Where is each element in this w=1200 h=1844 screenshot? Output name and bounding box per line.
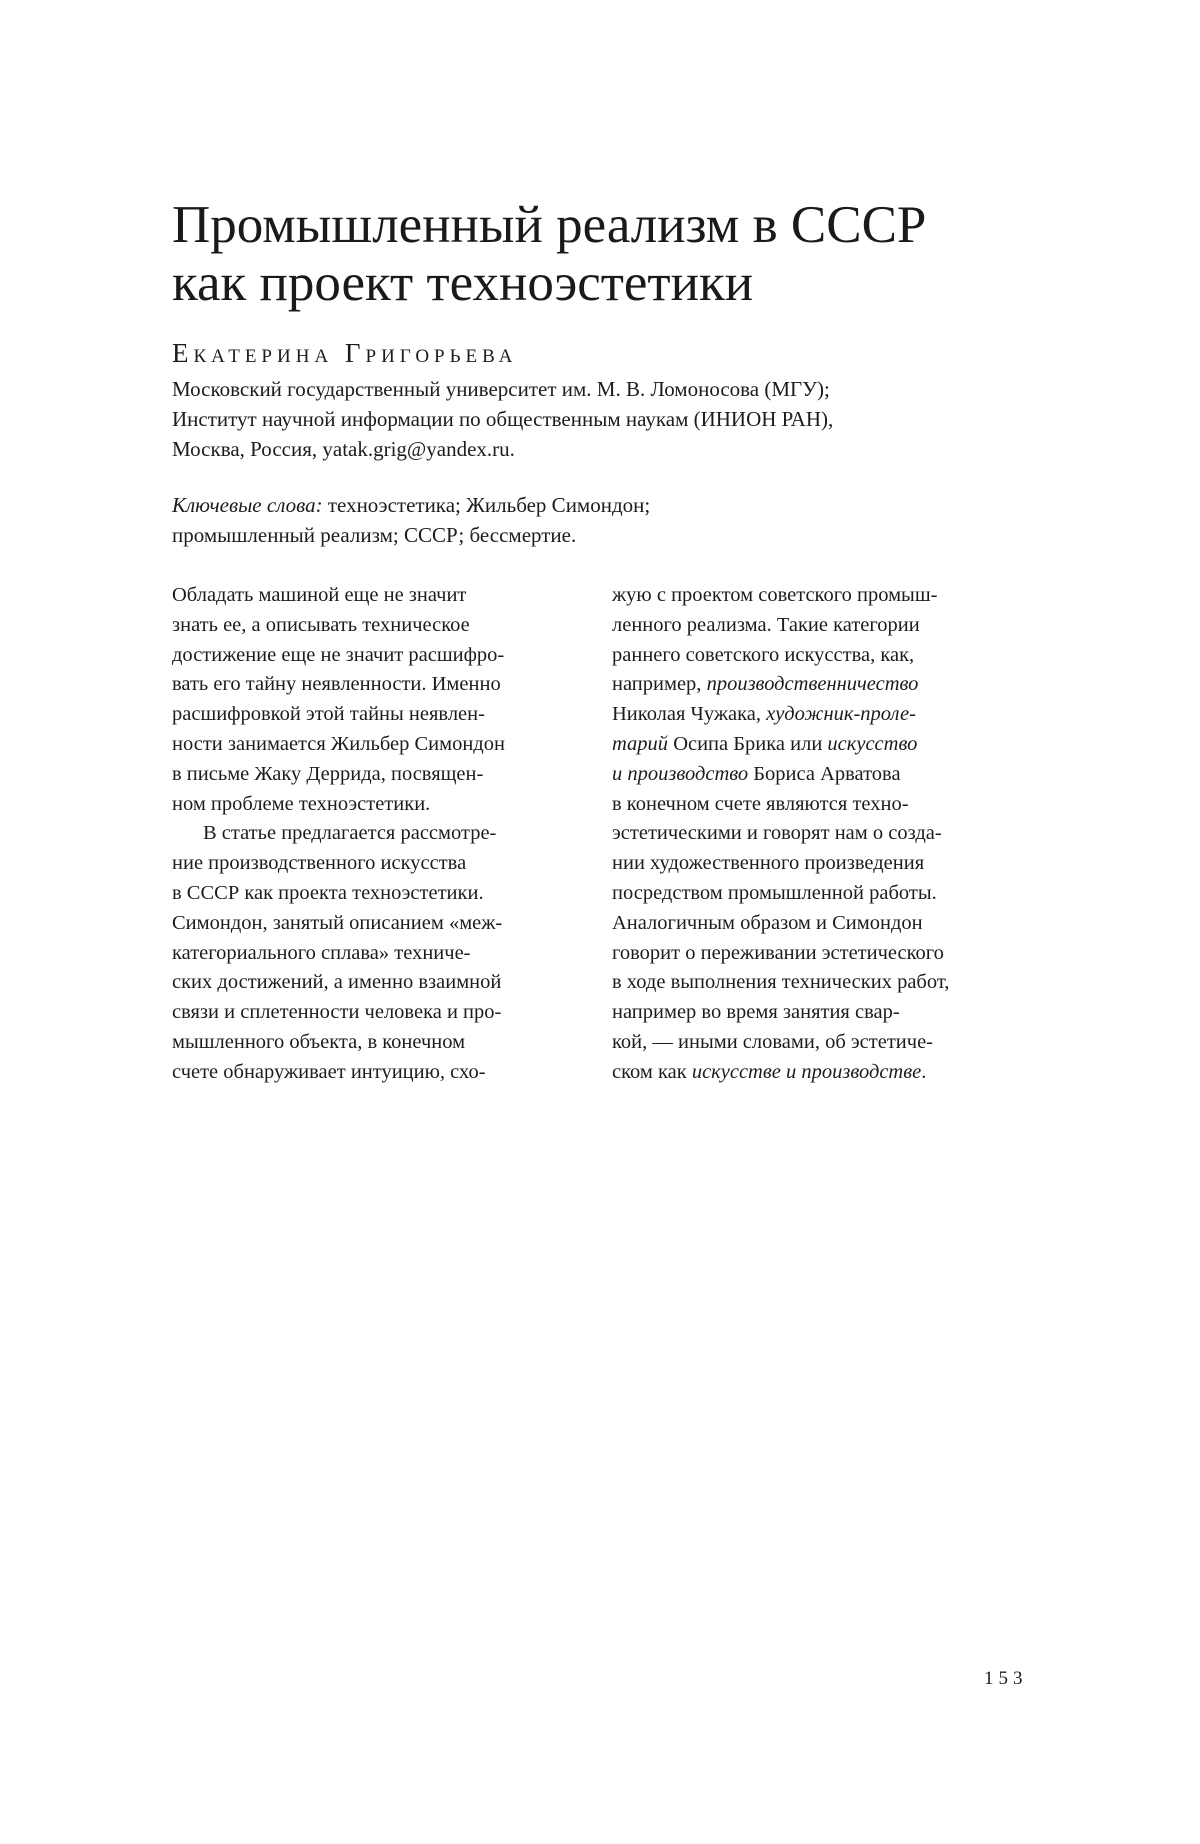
text-line: В статье предлагается рассмотре- — [203, 822, 497, 845]
text-run: Бориса Арватова — [748, 762, 901, 785]
italic-term: искусство — [827, 732, 918, 755]
text-line: в СССР как проекта техноэстетики. — [172, 881, 484, 904]
title-line: как проект техноэстетики — [172, 254, 754, 312]
text-line: ние производственного искусства — [172, 852, 467, 875]
author-name: Екатерина Григорьева — [172, 338, 518, 368]
text-line: ном проблеме техноэстетики. — [172, 792, 431, 815]
text-line: Симондон, занятый описанием «меж- — [172, 911, 503, 934]
affiliation-line: Москва, Россия, yatak.grig@yandex.ru. — [172, 437, 515, 461]
text-line: Обладать машиной еще не значит — [172, 584, 467, 606]
text-line: посредством промышленной работы. — [612, 881, 937, 904]
italic-term: и производство — [612, 762, 749, 785]
text-line: ских достижений, а именно взаимной — [172, 971, 502, 994]
text-line: раннего советского искусства, как, — [612, 643, 915, 666]
text-line: например во время занятия свар- — [612, 1001, 900, 1024]
text-line: кой, — иными словами, об эстетиче- — [612, 1030, 934, 1053]
text-line: эстетическими и говорят нам о созда- — [612, 822, 942, 845]
text-line: знать ее, а описывать техническое — [172, 613, 470, 636]
text-line: жую с проектом советского промыш- — [612, 584, 938, 606]
article-title — [172, 196, 1072, 312]
text-line — [612, 1058, 949, 1088]
affiliation-line: Московский государственный университет им. М. В. Ломоносова (МГУ); — [172, 377, 830, 401]
italic-term: производственничество — [706, 673, 919, 696]
italic-term: искусстве и производстве — [691, 1060, 922, 1083]
text-line: в письме Жаку Деррида, посвящен- — [172, 762, 484, 785]
text-line — [612, 700, 949, 730]
keywords-line: промышленный реализм; СССР; бессмертие. — [172, 523, 577, 547]
text-line: достижение еще не значит расшифро- — [172, 643, 505, 666]
body-column-right — [612, 581, 949, 1088]
text-run: Николая Чужака, — [612, 703, 767, 726]
page-number: 153 — [984, 1668, 1028, 1689]
text-line — [612, 730, 949, 760]
keywords-block — [172, 490, 650, 550]
author-affiliation — [172, 374, 833, 464]
text-line: расшифровкой этой тайны неявлен- — [172, 703, 485, 726]
affiliation-line: Институт научной информации по общественным наукам (ИНИОН РАН), — [172, 407, 834, 431]
text-line: вать его тайну неявленности. Именно — [172, 673, 501, 696]
text-line: Аналогичным образом и Симондон — [612, 911, 923, 934]
text-line — [612, 670, 949, 700]
text-run: ском как — [612, 1060, 692, 1083]
text-run: . — [921, 1060, 927, 1083]
text-line: счете обнаруживает интуицию, схо- — [172, 1060, 486, 1083]
keywords-text: техноэстетика; Жильбер Симондон; — [322, 493, 651, 517]
body-column-left — [172, 581, 505, 1088]
text-line: ленного реализма. Такие категории — [612, 613, 920, 636]
text-line: ности занимается Жильбер Симондон — [172, 732, 505, 755]
text-line: мышленного объекта, в конечном — [172, 1030, 466, 1053]
text-line: категориального сплава» техниче- — [172, 941, 471, 964]
text-line: в ходе выполнения технических работ, — [612, 971, 950, 994]
italic-term: художник-проле- — [766, 703, 916, 726]
text-line: связи и сплетенности человека и про- — [172, 1001, 502, 1024]
text-run: например, — [612, 673, 707, 696]
text-line — [612, 760, 949, 790]
keywords-line — [172, 490, 650, 520]
title-line: Промышленный реализм в СССР — [172, 196, 927, 254]
text-line: в конечном счете являются техно- — [612, 792, 909, 815]
text-run: Осипа Брика или — [668, 732, 828, 755]
text-line: нии художественного произведения — [612, 852, 925, 875]
keywords-label: Ключевые слова: — [172, 493, 323, 517]
italic-term: тарий — [612, 732, 669, 755]
text-line: говорит о переживании эстетического — [612, 941, 944, 964]
